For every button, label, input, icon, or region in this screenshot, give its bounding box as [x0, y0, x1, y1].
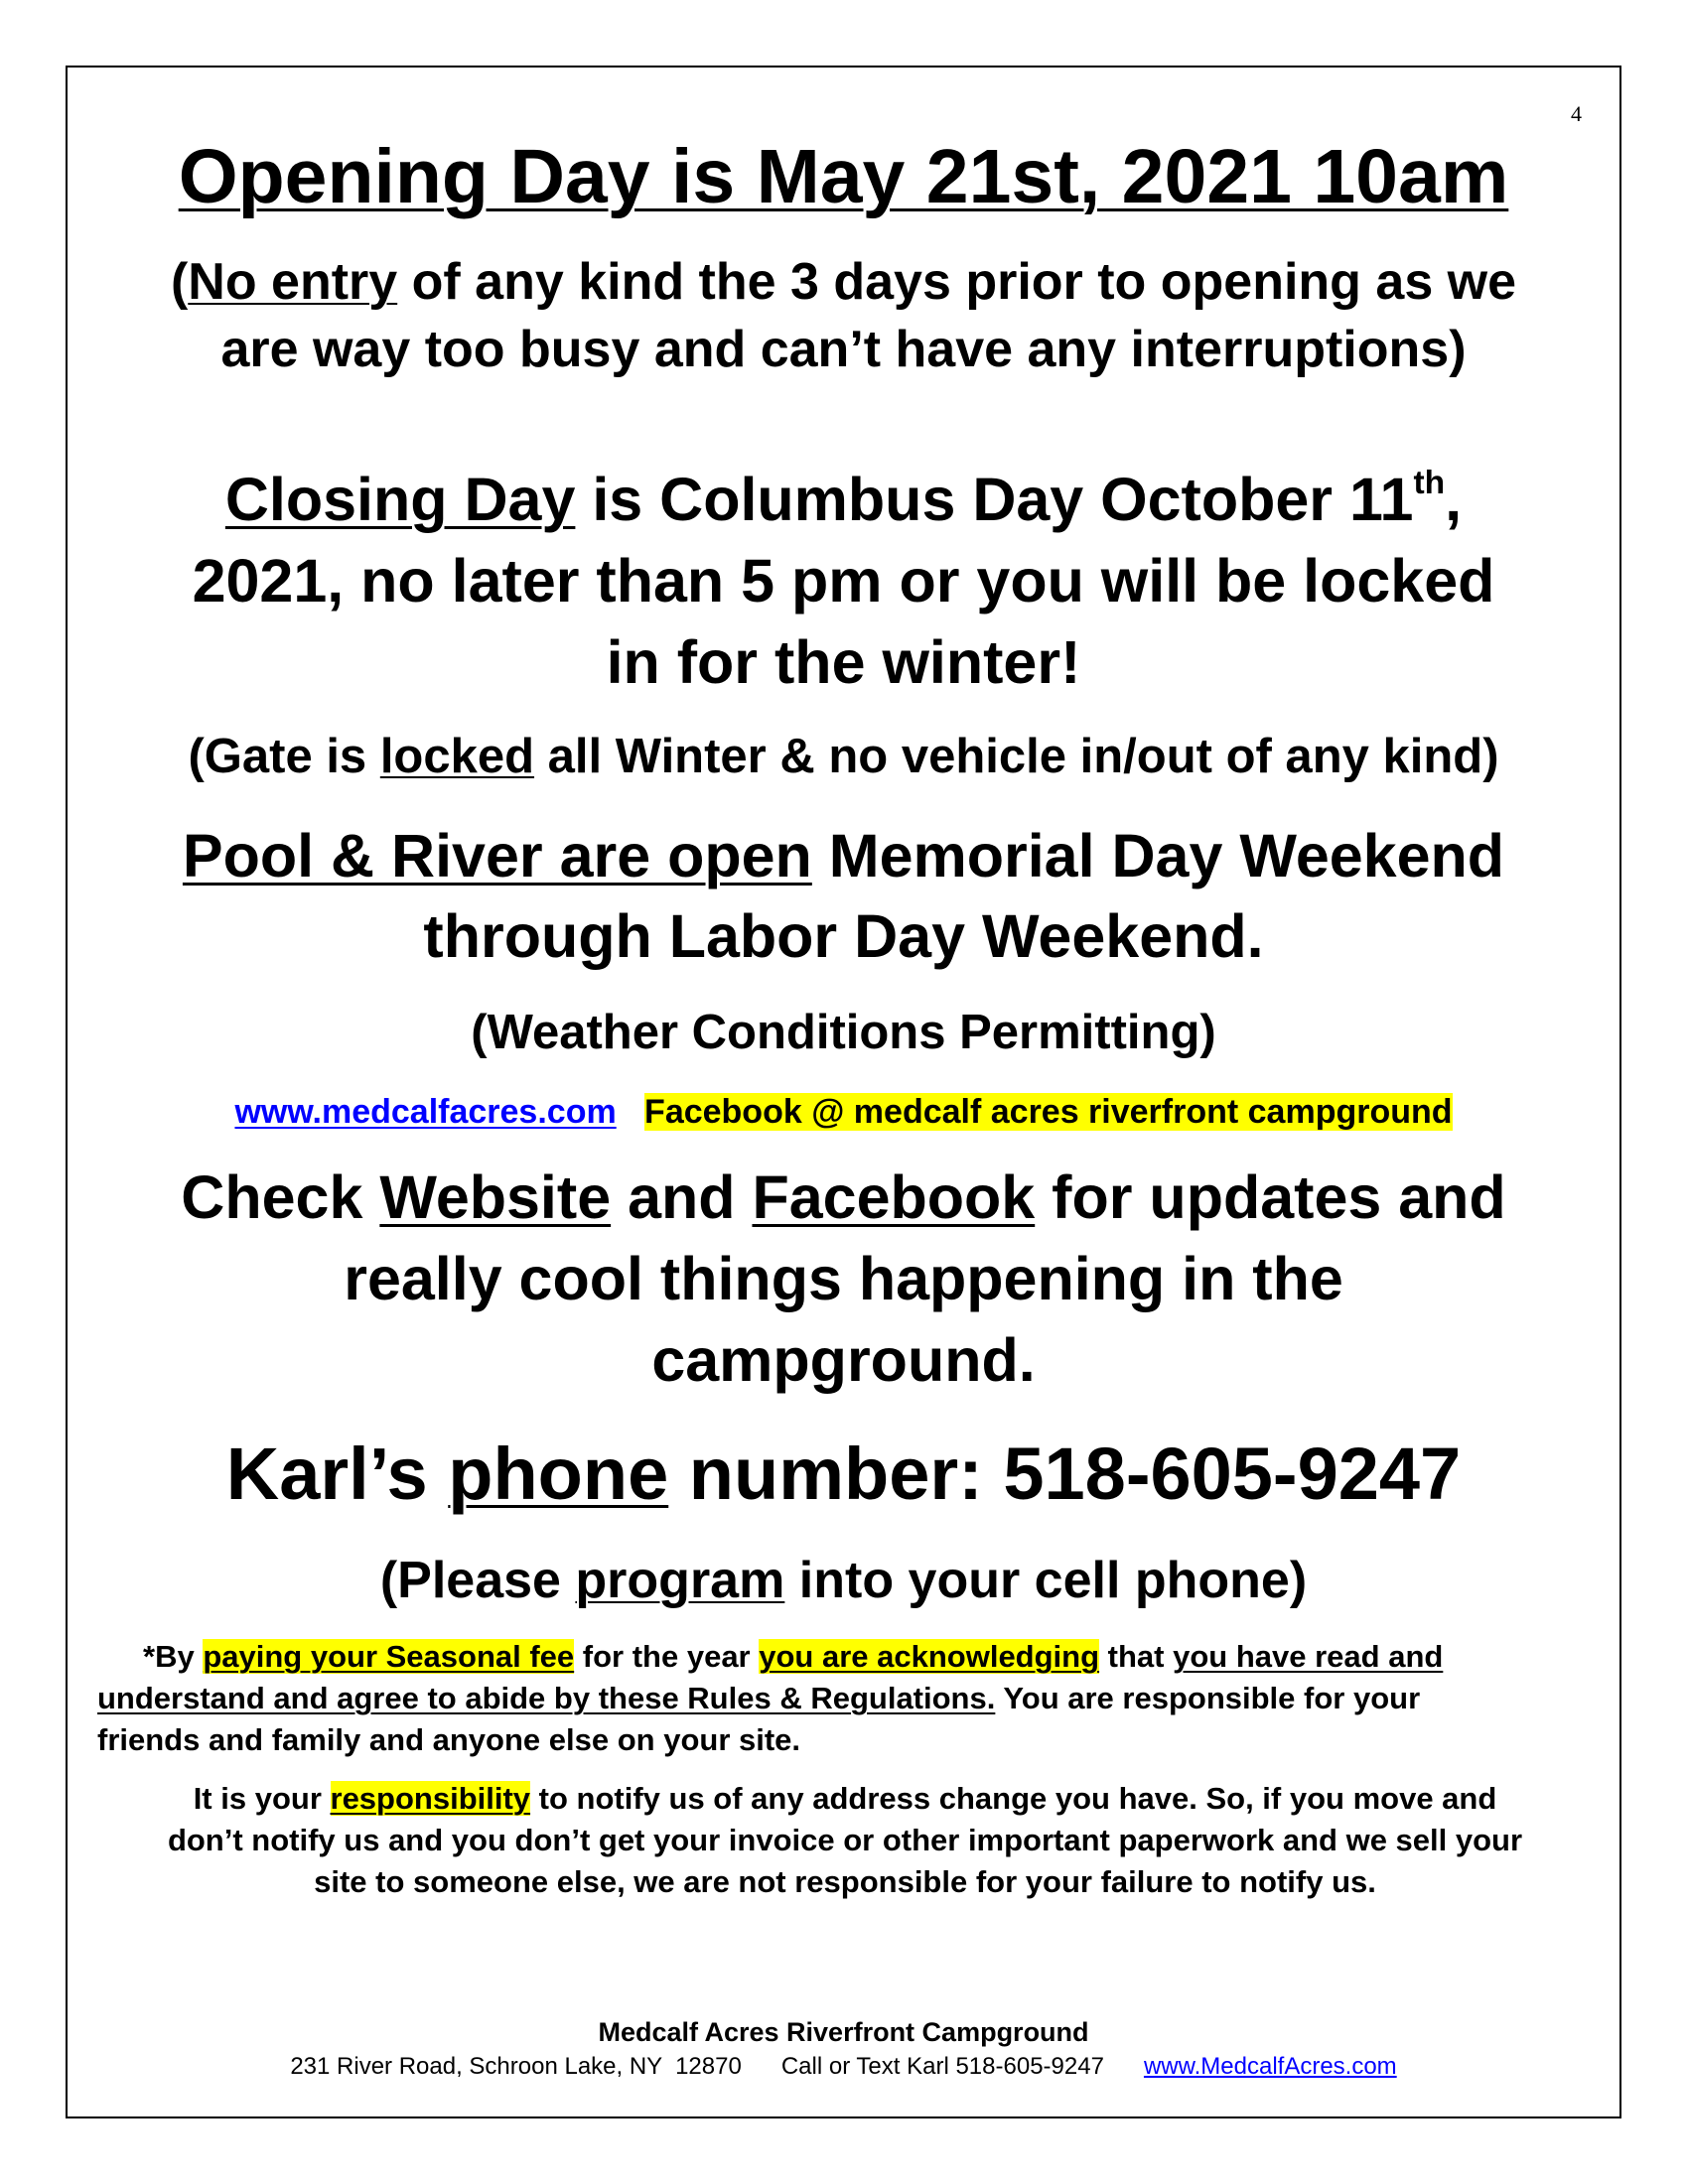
check-updates-line-3: campground.	[651, 1326, 1036, 1394]
program-note: (Please program into your cell phone)	[379, 1552, 1308, 1609]
phone-number-heading: Karl’s phone number: 518-605-9247	[225, 1433, 1462, 1515]
check-updates-line-2: really cool things happening in the	[344, 1245, 1343, 1312]
highlight-paying-fee: paying your Seasonal fee	[203, 1639, 575, 1674]
locked-emphasis: locked	[379, 730, 535, 783]
facebook-handle: Facebook @ medcalf acres riverfront campground	[644, 1093, 1453, 1131]
phone-emphasis: phone	[448, 1433, 669, 1515]
closing-day-label: Closing Day	[224, 466, 576, 533]
footer-address: 231 River Road, Schroon Lake, NY 12870	[290, 2053, 742, 2080]
ordinal-superscript: th	[1413, 465, 1446, 502]
responsibility-line-2: don’t notify us and you don’t get your invoice or other important paperwork and we sell your	[167, 1823, 1523, 1857]
seasonal-fee-line-1: *By paying your Seasonal fee for the year you are acknowledging that you have read and	[143, 1639, 1444, 1674]
responsibility-line-3: site to someone else, we are not responsible for your failure to notify us.	[314, 1864, 1376, 1899]
check-updates-line-1: Check Website and Facebook for updates and	[181, 1163, 1506, 1231]
closing-day-line-3: in for the winter!	[606, 628, 1081, 696]
closing-day-line-2: 2021, no later than 5 pm or you will be locked	[192, 547, 1495, 614]
no-entry-line-1: (No entry of any kind the 3 days prior to opening as we	[170, 253, 1517, 311]
footer-contact-line	[66, 2053, 1621, 2081]
seasonal-fee-paragraph	[97, 1636, 1587, 1761]
program-emphasis: program	[575, 1552, 785, 1609]
seasonal-fee-line-3: friends and family and anyone else on your site.	[97, 1722, 801, 1757]
facebook-emphasis: Facebook	[752, 1163, 1036, 1231]
highlight-responsibility: responsibility	[330, 1781, 531, 1816]
closing-day-line-1: Closing Day is Columbus Day October 11th,	[224, 465, 1463, 533]
seasonal-fee-line-2: understand and agree to abide by these Rules & Regulations. You are responsible for your	[97, 1681, 1421, 1715]
page-number: 4	[1571, 101, 1582, 126]
footer-call: Call or Text Karl 518-605-9247	[780, 2053, 1104, 2080]
responsibility-paragraph	[75, 1778, 1615, 1903]
footer-website-link[interactable]: www.MedcalfAcres.com	[1143, 2053, 1397, 2080]
opening-day-title: Opening Day is May 21st, 2021 10am	[178, 134, 1509, 219]
website-emphasis: Website	[379, 1163, 612, 1231]
no-entry-line-2: are way too busy and can’t have any interruptions)	[220, 321, 1467, 378]
links-row	[66, 1095, 1621, 1129]
no-entry-emphasis: No entry	[188, 253, 398, 311]
highlight-acknowledging: you are acknowledging	[759, 1639, 1100, 1674]
website-link[interactable]: www.medcalfacres.com	[234, 1093, 617, 1131]
opening-day-heading	[66, 134, 1621, 219]
pool-river-line-1: Pool & River are open Memorial Day Weekend	[182, 822, 1505, 889]
rules-agreement: understand and agree to abide by these Rules & Regulations.	[97, 1681, 996, 1715]
pool-river-line-2: through Labor Day Weekend.	[423, 902, 1264, 970]
footer-campground-name: Medcalf Acres Riverfront Campground	[598, 2017, 1089, 2047]
gate-locked-note: (Gate is locked all Winter & no vehicle in/out of any kind)	[188, 730, 1499, 783]
responsibility-line-1: It is your responsibility to notify us of any address change you have. So, if you move and	[193, 1781, 1497, 1816]
weather-note: (Weather Conditions Permitting)	[471, 1006, 1216, 1059]
pool-river-emphasis: Pool & River are open	[182, 822, 812, 889]
